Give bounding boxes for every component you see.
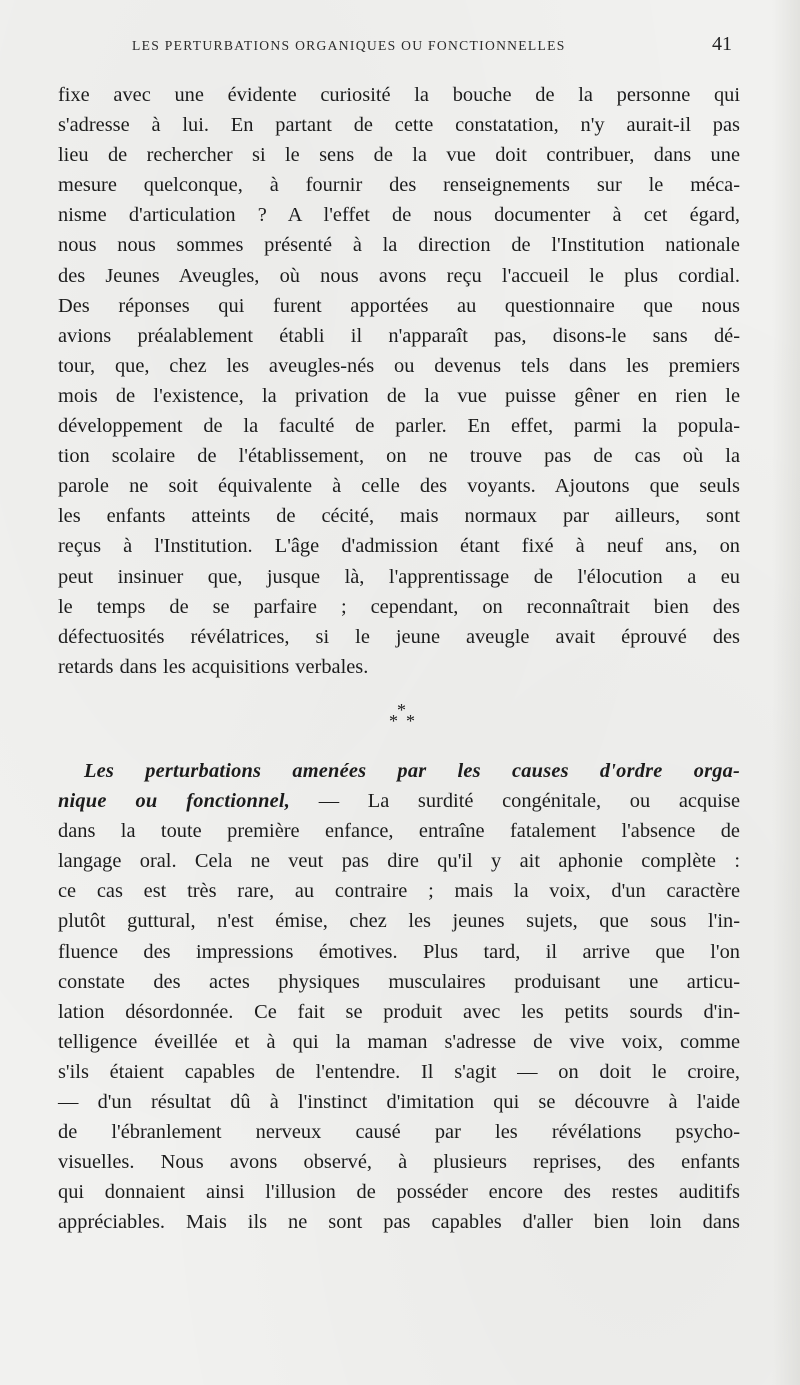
text-line: qui donnaient ainsi l'illusion de posséder encore des restes auditifs <box>58 1181 740 1204</box>
text-line: dans la toute première enfance, entraîne fatalement l'absence de <box>58 820 740 843</box>
text-line: lieu de rechercher si le sens de la vue doit contribuer, dans une <box>58 144 740 167</box>
text-line: tion scolaire de l'établissement, on ne trouve pas de cas où la <box>58 445 740 468</box>
text-line: constate des actes physiques musculaires produisant une articu- <box>58 970 740 993</box>
text-line: avions préalablement établi il n'apparaît pas, disons-le sans dé- <box>58 324 740 347</box>
text-line: de l'ébranlement nerveux causé par les révélations psycho- <box>58 1121 740 1144</box>
paragraph-2 <box>58 756 740 1238</box>
page-edge-shadow <box>772 0 800 1385</box>
text-line: mesure quelconque, à fournir des renseignements sur le méca- <box>58 174 740 197</box>
text-line: tour, que, chez les aveugles-nés ou devenus tels dans les premiers <box>58 354 740 377</box>
text-line: des Jeunes Aveugles, où nous avons reçu l'accueil le plus cordial. <box>58 264 740 287</box>
text-line: fluence des impressions émotives. Plus tard, il arrive que l'on <box>58 940 740 963</box>
asterism-star: * <box>406 711 415 731</box>
text-line: telligence éveillée et à qui la maman s'adresse de vive voix, comme <box>58 1030 740 1053</box>
text-line: reçus à l'Institution. L'âge d'admission étant fixé à neuf ans, on <box>58 535 740 558</box>
section-heading: Les perturbations amenées par les causes d'ordre orga- <box>84 760 740 782</box>
text-line: fixe avec une évidente curiosité la bouche de la personne qui <box>58 84 740 106</box>
text-line: retards dans les acquisitions verbales. <box>58 655 369 678</box>
text-line: lation désordonnée. Ce fait se produit avec les petits sourds d'in- <box>58 1000 740 1023</box>
text-line: développement de la faculté de parler. En effet, parmi la popula- <box>58 415 740 438</box>
text-line <box>58 786 740 816</box>
text-line: le temps de se parfaire ; cependant, on reconnaîtrait bien des <box>58 595 740 618</box>
text-line: visuelles. Nous avons observé, à plusieurs reprises, des enfants <box>58 1151 740 1174</box>
text-line: — d'un résultat dû à l'instinct d'imitation qui se découvre à l'aide <box>58 1091 740 1114</box>
text-line: défectuosités révélatrices, si le jeune aveugle avait éprouvé des <box>58 625 740 648</box>
text-fragment: — La surdité congénitale, ou acquise <box>290 790 740 813</box>
text-line: peut insinuer que, jusque là, l'apprentissage de l'élocution a eu <box>58 565 740 588</box>
running-title: LES PERTURBATIONS ORGANIQUES OU FONCTIONNELLES <box>132 38 566 53</box>
asterism-star: * <box>397 700 406 720</box>
text-line: mois de l'existence, la privation de la vue puisse gêner en rien le <box>58 384 740 407</box>
asterism-separator <box>385 700 425 730</box>
paragraph-1 <box>58 80 740 682</box>
text-line: les enfants atteints de cécité, mais normaux par ailleurs, sont <box>58 505 740 528</box>
text-line: s'adresse à lui. En partant de cette constatation, n'y aurait-il pas <box>58 114 740 137</box>
text-line: plutôt guttural, n'est émise, chez les jeunes sujets, que sous l'in- <box>58 910 740 933</box>
asterism-star: * <box>389 711 398 731</box>
text-line: nous nous sommes présenté à la direction de l'Institution nationale <box>58 234 740 257</box>
text-line: appréciables. Mais ils ne sont pas capables d'aller bien loin dans <box>58 1211 740 1234</box>
section-heading-end: nique ou fonctionnel, <box>58 790 291 813</box>
text-line: s'ils étaient capables de l'entendre. Il s'agit — on doit le croire, <box>58 1060 740 1083</box>
text-line: ce cas est très rare, au contraire ; mais la voix, d'un caractère <box>58 880 740 903</box>
text-line: Des réponses qui furent apportées au questionnaire que nous <box>58 294 740 317</box>
text-line: langage oral. Cela ne veut pas dire qu'il y ait aphonie complète : <box>58 850 740 873</box>
section-heading-line <box>58 756 740 786</box>
page-number: 41 <box>712 33 732 55</box>
text-line: nisme d'articulation ? A l'effet de nous documenter à cet égard, <box>58 204 740 227</box>
text-line: parole ne soit équivalente à celle des voyants. Ajoutons que seuls <box>58 475 740 498</box>
